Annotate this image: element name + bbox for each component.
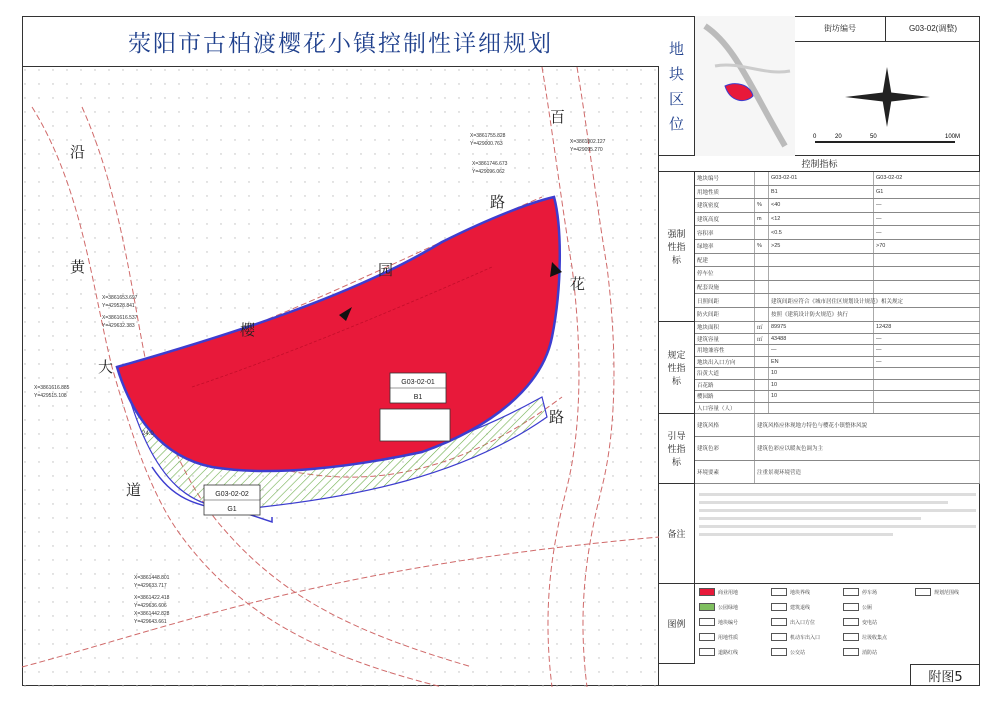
planning-map bbox=[22, 66, 659, 686]
coordinate-label: X=3861802.127 bbox=[570, 139, 606, 145]
indicator-row bbox=[695, 213, 980, 227]
indicator-cell: — bbox=[874, 226, 980, 239]
indicator-cell: 10 bbox=[769, 391, 874, 402]
coordinate-label: X=3861653.697 bbox=[102, 295, 138, 301]
legend-text: 垃圾收集点 bbox=[862, 634, 888, 641]
indicator-row bbox=[695, 345, 980, 357]
indicator-cell bbox=[874, 368, 980, 379]
coordinate-label: X=3861755.828 bbox=[470, 133, 506, 139]
coordinate-label: X=3861448.801 bbox=[134, 575, 170, 581]
indicator-cell: G03-02-01 bbox=[769, 172, 874, 185]
coordinate-label: Y=429643.661 bbox=[134, 619, 167, 625]
indicator-cell bbox=[755, 267, 769, 280]
legend-text: 规划范围线 bbox=[934, 589, 960, 596]
legend-item bbox=[771, 633, 820, 641]
road-label: 樱 bbox=[240, 321, 256, 339]
coordinate-label: Y=429515.108 bbox=[34, 393, 67, 399]
parcel-green-use: G1 bbox=[227, 506, 237, 513]
indicator-cell bbox=[874, 254, 980, 267]
legend-swatch bbox=[915, 588, 931, 596]
coordinate-label: Y=429096.062 bbox=[472, 169, 505, 175]
indicator-cell: 樱园路 bbox=[695, 391, 755, 402]
indicator-row bbox=[695, 414, 980, 437]
indicator-cell: >25 bbox=[769, 240, 874, 253]
indicator-cell: 建筑间距应符合《城市居住区规划设计规范》相关规定 bbox=[769, 294, 874, 307]
indicator-cell bbox=[755, 357, 769, 368]
indicator-row bbox=[695, 334, 980, 346]
coordinate-label: X=3861422.418 bbox=[134, 595, 170, 601]
indicator-cell: 按照《建筑设计防火规范》执行 bbox=[769, 308, 874, 321]
indicator-row bbox=[695, 281, 980, 295]
legend-text: 机动车出入口 bbox=[790, 634, 821, 641]
indicator-cell: <12 bbox=[769, 213, 874, 226]
guiding-rows bbox=[695, 414, 980, 484]
indicator-cell: 防火间距 bbox=[695, 308, 755, 321]
indicator-row bbox=[695, 380, 980, 392]
mandatory-rows bbox=[695, 172, 980, 322]
road-label: 路 bbox=[549, 408, 565, 426]
indicator-cell: — bbox=[874, 213, 980, 226]
indicator-cell: % bbox=[755, 240, 769, 253]
coordinate-label: X=3861616.537 bbox=[102, 315, 138, 321]
legend-text: 用地性质 bbox=[718, 634, 739, 641]
location-label-4: 位 bbox=[668, 114, 684, 133]
legend-swatch bbox=[699, 588, 715, 596]
indicator-cell bbox=[755, 391, 769, 402]
legend-item bbox=[771, 648, 805, 656]
indicator-cell: 注重景观环境营造 bbox=[755, 461, 980, 483]
indicator-cell bbox=[755, 345, 769, 356]
location-label-3: 区 bbox=[668, 89, 684, 108]
legend-body bbox=[695, 584, 980, 664]
legend-swatch bbox=[771, 618, 787, 626]
legend-swatch bbox=[699, 603, 715, 611]
indicator-cell: G03-02-02 bbox=[874, 172, 980, 185]
indicator-cell: 建筑风格 bbox=[695, 414, 755, 436]
indicator-cell bbox=[874, 391, 980, 402]
indicator-cell: 建筑高度 bbox=[695, 213, 755, 226]
map-title: 荥阳市古柏渡樱花小镇控制性详细规划 bbox=[128, 30, 553, 57]
location-label-2: 块 bbox=[668, 64, 684, 83]
coordinate-label: Y=429095.270 bbox=[570, 147, 603, 153]
indicator-cell: — bbox=[874, 357, 980, 368]
indicator-cell bbox=[755, 308, 769, 321]
indicator-cell: 10 bbox=[769, 380, 874, 391]
legend-text: 公交站 bbox=[790, 649, 806, 656]
indicator-cell bbox=[755, 368, 769, 379]
indicator-cell: — bbox=[874, 345, 980, 356]
indicator-cell: 89975 bbox=[769, 322, 874, 333]
parcel-main-use: B1 bbox=[413, 394, 423, 401]
legend-item bbox=[771, 588, 810, 596]
regulatory-group: 规定性指标 bbox=[659, 322, 695, 414]
indicator-row bbox=[695, 437, 980, 460]
map-canvas bbox=[22, 67, 659, 687]
coordinate-label: Y=429636.606 bbox=[134, 603, 167, 609]
indicator-cell: <0.5 bbox=[769, 226, 874, 239]
location-map-canvas bbox=[695, 16, 795, 156]
legend-swatch bbox=[771, 633, 787, 641]
indicator-cell: G1 bbox=[874, 186, 980, 199]
indicator-cell: 沿黄大道 bbox=[695, 368, 755, 379]
indicator-cell: 43488 bbox=[769, 334, 874, 345]
coordinate-label: Y=429633.717 bbox=[134, 583, 167, 589]
indicator-row bbox=[695, 294, 980, 308]
svg-text:100M: 100M bbox=[945, 134, 961, 140]
legend-text: 地块编号 bbox=[718, 619, 739, 626]
legend-text: 地块界线 bbox=[790, 589, 811, 596]
road-label: 花 bbox=[570, 275, 586, 293]
indicator-cell: — bbox=[874, 199, 980, 212]
indicator-cell: EN bbox=[769, 357, 874, 368]
legend-item bbox=[843, 588, 877, 596]
indicator-cell bbox=[755, 186, 769, 199]
legend-swatch bbox=[771, 588, 787, 596]
notes-body bbox=[695, 484, 980, 584]
legend-text: 变电站 bbox=[862, 619, 878, 626]
parcel-green-code: G03-02-02 bbox=[215, 491, 249, 498]
indicator-cell: 配套设施 bbox=[695, 281, 755, 294]
indicator-row bbox=[695, 308, 980, 322]
parcel-main-code: G03-02-01 bbox=[401, 379, 435, 386]
legend-swatch bbox=[843, 618, 859, 626]
legend-item bbox=[771, 618, 815, 626]
regulatory-rows bbox=[695, 322, 980, 414]
indicator-cell bbox=[874, 281, 980, 294]
indicator-cell: 地块出入口方向 bbox=[695, 357, 755, 368]
legend-swatch bbox=[843, 603, 859, 611]
indicator-cell: 配建 bbox=[695, 254, 755, 267]
indicator-row bbox=[695, 391, 980, 403]
legend-text: 道路红线 bbox=[718, 649, 739, 656]
indicator-row bbox=[695, 267, 980, 281]
legend-text: 商业用地 bbox=[718, 589, 739, 596]
indicator-cell: 建筑密度 bbox=[695, 199, 755, 212]
indicator-cell bbox=[755, 254, 769, 267]
block-code: G03-02(调整) bbox=[885, 16, 980, 41]
legend-item bbox=[843, 633, 887, 641]
legend-swatch bbox=[771, 603, 787, 611]
legend-swatch bbox=[771, 648, 787, 656]
indicator-cell: <40 bbox=[769, 199, 874, 212]
info-panel bbox=[659, 16, 980, 686]
indicator-cell: 建筑色彩 bbox=[695, 437, 755, 459]
indicator-row bbox=[695, 403, 980, 415]
indicator-cell: 地块编号 bbox=[695, 172, 755, 185]
facility-icons-box bbox=[380, 409, 450, 441]
indicator-row bbox=[695, 322, 980, 334]
indicator-row bbox=[695, 172, 980, 186]
location-heading bbox=[659, 16, 695, 156]
indicator-cell: 地块面积 bbox=[695, 322, 755, 333]
legend-item bbox=[699, 633, 738, 641]
legend-item bbox=[843, 618, 877, 626]
coordinate-label: X=3861746.673 bbox=[472, 161, 508, 167]
indicator-cell bbox=[755, 226, 769, 239]
legend-text: 消防站 bbox=[862, 649, 878, 656]
location-label-1: 地 bbox=[668, 39, 684, 58]
road-label: 黄 bbox=[70, 258, 86, 276]
legend-swatch bbox=[699, 648, 715, 656]
indicator-cell bbox=[874, 380, 980, 391]
coordinate-label: Y=429528.841 bbox=[102, 303, 135, 309]
indicator-cell bbox=[769, 267, 874, 280]
indicator-cell: ㎡ bbox=[755, 334, 769, 345]
legend-swatch bbox=[843, 588, 859, 596]
legend-text: 停车场 bbox=[862, 589, 878, 596]
notes-label: 备注 bbox=[659, 484, 695, 584]
road-label: 大 bbox=[98, 358, 114, 376]
legend-text: 公园绿地 bbox=[718, 604, 739, 611]
block-code-row bbox=[795, 16, 980, 42]
indicator-cell: 建筑色彩应以暖灰色调为主 bbox=[755, 437, 980, 459]
indicator-cell: % bbox=[755, 199, 769, 212]
indicator-cell: >70 bbox=[874, 240, 980, 253]
indicators-heading: 控制指标 bbox=[659, 156, 980, 172]
indicator-cell bbox=[755, 281, 769, 294]
indicator-cell bbox=[755, 380, 769, 391]
legend-item bbox=[699, 603, 738, 611]
indicator-cell bbox=[755, 294, 769, 307]
indicator-cell: 10 bbox=[769, 368, 874, 379]
indicator-row bbox=[695, 186, 980, 200]
indicator-cell: m bbox=[755, 213, 769, 226]
road-label: 道 bbox=[126, 481, 142, 499]
legend-label: 图例 bbox=[659, 584, 695, 664]
road-label: 路 bbox=[490, 193, 506, 211]
indicator-cell bbox=[769, 281, 874, 294]
indicator-cell: 12428 bbox=[874, 322, 980, 333]
block-label: 街坊编号 bbox=[824, 24, 856, 33]
legend-swatch bbox=[699, 633, 715, 641]
indicator-cell bbox=[874, 294, 980, 307]
legend-item bbox=[699, 588, 738, 596]
indicator-row bbox=[695, 254, 980, 268]
legend-item bbox=[843, 648, 877, 656]
legend-item bbox=[699, 618, 738, 626]
indicator-cell bbox=[874, 267, 980, 280]
legend-swatch bbox=[843, 648, 859, 656]
indicator-row bbox=[695, 357, 980, 369]
indicator-cell: 环境要素 bbox=[695, 461, 755, 483]
indicator-row bbox=[695, 461, 980, 484]
indicator-cell: — bbox=[769, 345, 874, 356]
indicator-cell bbox=[755, 172, 769, 185]
legend-item bbox=[915, 588, 959, 596]
dimension-label: 24.0 bbox=[142, 431, 154, 437]
indicator-cell bbox=[874, 403, 980, 414]
indicator-cell: 人口容量（人） bbox=[695, 403, 755, 414]
coordinate-label: Y=429632.383 bbox=[102, 323, 135, 329]
road-label: 百 bbox=[550, 108, 566, 126]
legend-text: 公厕 bbox=[862, 604, 873, 611]
indicator-cell: 建筑风格应体现地方特色与樱花小镇整体风貌 bbox=[755, 414, 980, 436]
indicator-cell: B1 bbox=[769, 186, 874, 199]
indicator-cell: 用地性质 bbox=[695, 186, 755, 199]
coordinate-label: X=3861616.885 bbox=[34, 385, 70, 391]
road-label: 沿 bbox=[70, 143, 86, 161]
indicator-cell: ㎡ bbox=[755, 322, 769, 333]
legend-text: 建筑退线 bbox=[790, 604, 811, 611]
indicator-cell: 建筑容量 bbox=[695, 334, 755, 345]
indicator-row bbox=[695, 226, 980, 240]
indicator-cell: 用地兼容性 bbox=[695, 345, 755, 356]
indicator-cell: 容积率 bbox=[695, 226, 755, 239]
legend-swatch bbox=[699, 618, 715, 626]
indicator-row bbox=[695, 199, 980, 213]
svg-text:0: 0 bbox=[813, 134, 817, 140]
legend-text: 出入口方位 bbox=[790, 619, 816, 626]
compass-canvas bbox=[795, 42, 980, 156]
road-label: 园 bbox=[378, 261, 394, 279]
indicator-cell bbox=[769, 403, 874, 414]
legend-swatch bbox=[843, 633, 859, 641]
indicator-cell: 停车位 bbox=[695, 267, 755, 280]
coordinate-label: X=3861442.828 bbox=[134, 611, 170, 617]
indicator-cell: 百花路 bbox=[695, 380, 755, 391]
compass-scale bbox=[795, 42, 980, 156]
indicator-cell: 绿地率 bbox=[695, 240, 755, 253]
mandatory-group: 强制性指标 bbox=[659, 172, 695, 322]
figure-number: 附图5 bbox=[910, 664, 980, 686]
indicator-cell bbox=[874, 308, 980, 321]
indicator-cell bbox=[755, 403, 769, 414]
coordinate-label: Y=429000.763 bbox=[470, 141, 503, 147]
svg-text:50: 50 bbox=[870, 134, 877, 140]
location-map bbox=[695, 16, 795, 156]
indicator-cell: 日照间距 bbox=[695, 294, 755, 307]
legend-item bbox=[843, 603, 872, 611]
indicator-cell: — bbox=[874, 334, 980, 345]
indicator-cell bbox=[769, 254, 874, 267]
svg-text:20: 20 bbox=[835, 134, 842, 140]
indicator-row bbox=[695, 368, 980, 380]
legend-item bbox=[771, 603, 810, 611]
guiding-group: 引导性指标 bbox=[659, 414, 695, 484]
legend-item bbox=[699, 648, 738, 656]
indicator-row bbox=[695, 240, 980, 254]
